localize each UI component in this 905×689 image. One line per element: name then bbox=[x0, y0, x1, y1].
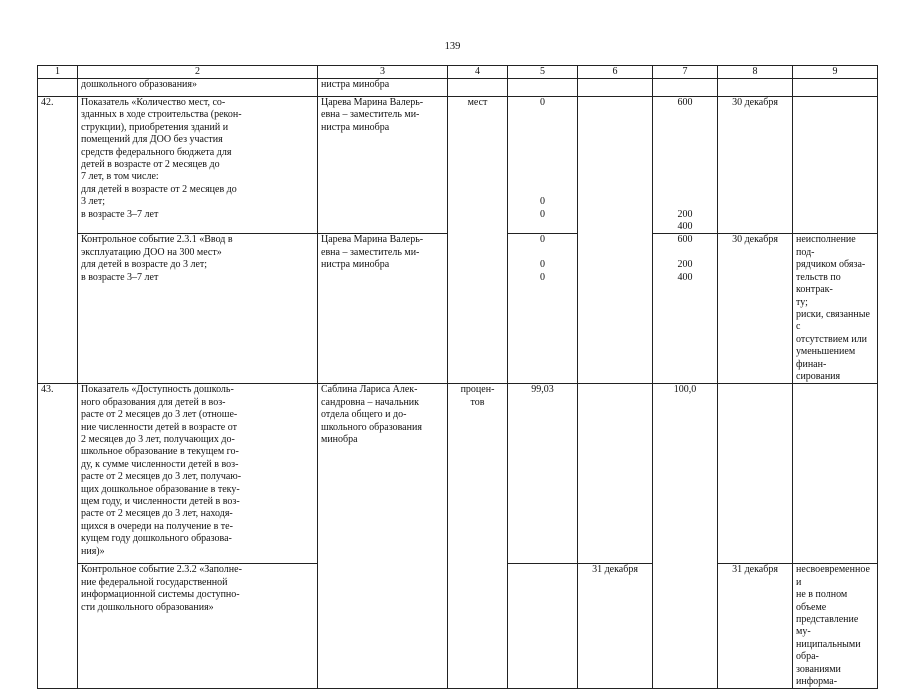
cell-control-event: Контрольное событие 2.3.1 «Ввод в эксплуатацию ДОО на 300 мест» для детей в возрасте до 3 лет; в возрасте 3–7 лет bbox=[78, 234, 318, 384]
cell-indicator: Показатель «Доступность дошколь- ного образования для детей в воз- расте от 2 месяцев до 3 лет (отноше- ние численности детей в возрасте от 2 месяцев до 3 лет, получающих до- школьное образование в текущем го- ду, к сумме численности детей в воз- расте от 2 месяцев до 3 лет, получаю- щих дошкольное образование в теку- щем году, и численности детей в воз- расте от 2 месяцев до 3 лет, находя- щихся в очереди на получение в те- кущем году дошкольного образова- ния)» bbox=[78, 384, 318, 564]
column-number: 7 bbox=[653, 66, 718, 79]
cell-col5: 99,03 bbox=[508, 384, 578, 564]
column-number: 4 bbox=[448, 66, 508, 79]
cell-indicator-continued: дошкольного образования» bbox=[78, 79, 318, 97]
cell-col8: 31 декабря bbox=[718, 564, 793, 689]
cell-col8: 30 декабря bbox=[718, 234, 793, 384]
cell-col6 bbox=[578, 97, 653, 234]
row-number: 43. bbox=[38, 384, 78, 564]
table-row-event-232 bbox=[38, 564, 878, 689]
cell-risks bbox=[793, 384, 878, 564]
cell-risks bbox=[793, 97, 878, 234]
cell-col7: 600 200 400 bbox=[653, 234, 718, 384]
cell-col8 bbox=[718, 384, 793, 564]
cell-unit-empty bbox=[448, 564, 508, 689]
cell-responsible-empty bbox=[318, 564, 448, 689]
cell-col8: 30 декабря bbox=[718, 97, 793, 234]
cell-col7: 100,0 bbox=[653, 384, 718, 564]
column-number: 5 bbox=[508, 66, 578, 79]
cell bbox=[508, 79, 578, 97]
column-number: 9 bbox=[793, 66, 878, 79]
row-number-empty bbox=[38, 234, 78, 384]
cell-unit: процен- тов bbox=[448, 384, 508, 564]
cell bbox=[653, 79, 718, 97]
cell-risks: неисполнение под- рядчиком обяза- тельств по контрак- ту; риски, связанные с отсутствием или уменьшением финан- сирования bbox=[793, 234, 878, 384]
plan-table bbox=[37, 65, 878, 689]
cell bbox=[38, 79, 78, 97]
cell-responsible: Царева Марина Валерь- евна – заместитель ми- нистра минобра bbox=[318, 234, 448, 384]
page-number: 139 bbox=[444, 41, 461, 52]
column-number: 2 bbox=[78, 66, 318, 79]
cell-col7 bbox=[653, 564, 718, 689]
cell-responsible: Царева Марина Валерь- евна – заместитель ми- нистра минобра bbox=[318, 97, 448, 234]
cell bbox=[718, 79, 793, 97]
row-number-empty bbox=[38, 564, 78, 689]
cell-col5: 0 0 0 bbox=[508, 234, 578, 384]
cell-col5: 0 0 0 bbox=[508, 97, 578, 234]
cell-indicator: Показатель «Количество мест, со- зданных в ходе строительства (рекон- струкции), приобретения зданий и помещений для ДОО без участия средств федерального бюджета для детей в возрасте от 2 месяцев до 7 лет, в том числе: для детей в возрасте от 2 месяцев до 3 лет; в возрасте 3–7 лет bbox=[78, 97, 318, 234]
cell-col6 bbox=[578, 234, 653, 384]
cell-responsible-continued: нистра минобра bbox=[318, 79, 448, 97]
column-number: 3 bbox=[318, 66, 448, 79]
cell bbox=[578, 79, 653, 97]
cell bbox=[448, 79, 508, 97]
cell-unit-empty bbox=[448, 234, 508, 384]
table-row-event-231 bbox=[38, 234, 878, 384]
cell-control-event: Контрольное событие 2.3.2 «Заполне- ние федеральной государственной информационной системы доступно- сти дошкольного образования» bbox=[78, 564, 318, 689]
table-row-42 bbox=[38, 97, 878, 234]
column-numbers-row bbox=[38, 66, 878, 79]
column-number: 6 bbox=[578, 66, 653, 79]
cell-col6: 31 декабря bbox=[578, 564, 653, 689]
column-number: 8 bbox=[718, 66, 793, 79]
row-number: 42. bbox=[38, 97, 78, 234]
cell-col5 bbox=[508, 564, 578, 689]
column-number: 1 bbox=[38, 66, 78, 79]
cell-col7: 600 200 400 bbox=[653, 97, 718, 234]
cell-col6 bbox=[578, 384, 653, 564]
cell-risks: несвоевременное и не в полном объеме представление му- ниципальными обра- зованиями информа- bbox=[793, 564, 878, 689]
table-row-43 bbox=[38, 384, 878, 564]
continuation-row bbox=[38, 79, 878, 97]
cell-responsible: Саблина Лариса Алек- сандровна – начальник отдела общего и до- школьного образования минобра bbox=[318, 384, 448, 564]
cell bbox=[793, 79, 878, 97]
cell-unit: мест bbox=[448, 97, 508, 234]
